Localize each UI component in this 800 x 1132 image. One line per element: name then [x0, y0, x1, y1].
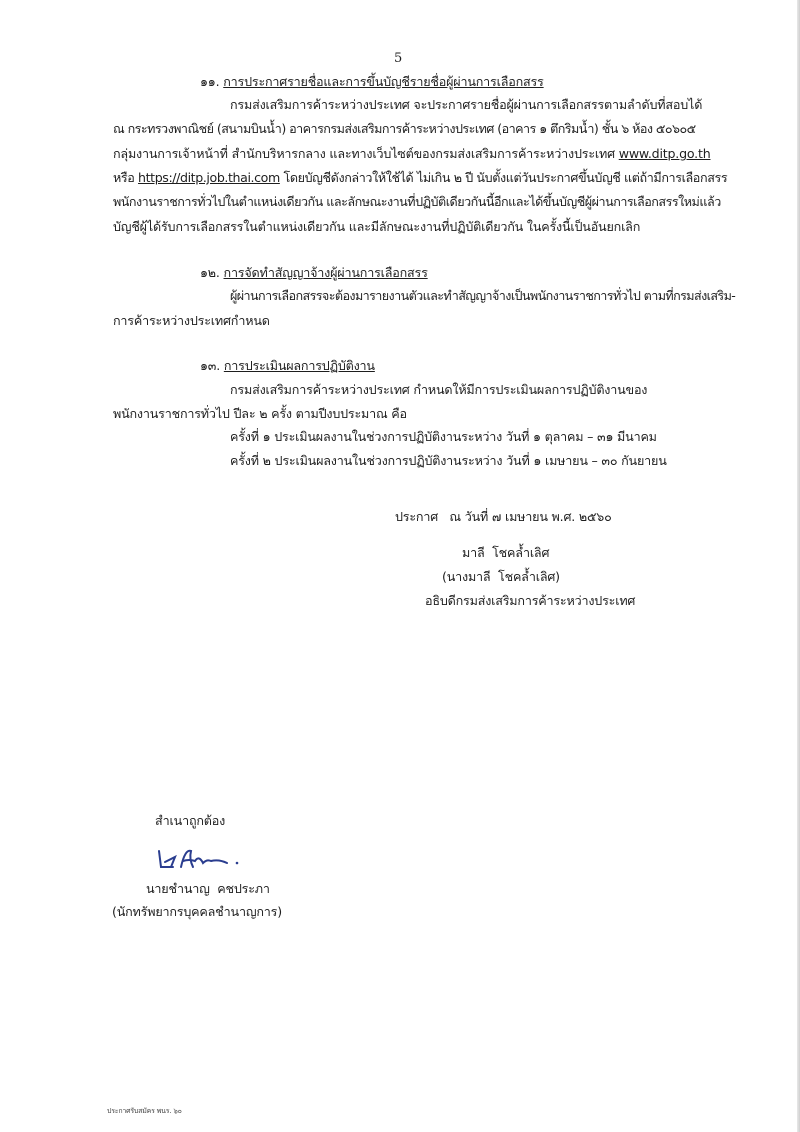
announcement-date: ประกาศ ณ วันที่ ๗ เมษายน พ.ศ. ๒๕๖๐ [395, 509, 612, 524]
section-13-line-2: พนักงานราชการทั่วไป ปีละ ๒ ครั้ง ตามปีงบประมาณ คือ [113, 406, 407, 421]
section-11-line-1: กรมส่งเสริมการค้าระหว่างประเทศ จะประกาศรายชื่อผู้ผ่านการเลือกสรรตามลำดับที่สอบได้ [230, 97, 703, 112]
section-11-title: การประกาศรายชื่อและการขึ้นบัญชีรายชื่อผู้ผ่านการเลือกสรร [223, 74, 544, 89]
page-number: 5 [394, 51, 403, 66]
section-13-number: ๑๓. [200, 358, 221, 373]
evaluation-round-1: ครั้งที่ ๑ ประเมินผลงานในช่วงการปฏิบัติงานระหว่าง วันที่ ๑ ตุลาคม – ๓๑ มีนาคม [230, 429, 657, 444]
section-11-heading [200, 73, 544, 91]
job-site-link[interactable]: https://ditp.job.thai.com [138, 170, 280, 185]
section-13-heading [200, 357, 375, 375]
certifier-position: (นักทรัพยากรบุคคลชำนาญการ) [112, 904, 282, 919]
signature-icon [155, 845, 245, 873]
section-13-title: การประเมินผลการปฏิบัติงาน [223, 358, 375, 373]
section-11-line-2: ณ กระทรวงพาณิชย์ (สนามบินน้ำ) อาคารกรมส่งเสริมการค้าระหว่างประเทศ (อาคาร ๑ ตึกริมน้ำ) ชั้น ๖ ห้อง ๕๐๖๐๕ [113, 121, 696, 136]
section-12-title: การจัดทำสัญญาจ้างผู้ผ่านการเลือกสรร [223, 265, 428, 280]
signer-position: อธิบดีกรมส่งเสริมการค้าระหว่างประเทศ [425, 593, 636, 608]
section-11-line-6: บัญชีผู้ได้รับการเลือกสรรในตำแหน่งเดียวกัน และมีลักษณะงานที่ปฏิบัติเดียวกัน ในครั้งนี้เป็นอันยกเลิก [113, 219, 641, 234]
line-4-prefix: หรือ [113, 170, 135, 185]
section-12-heading [200, 264, 428, 282]
section-12-line-1: ผู้ผ่านการเลือกสรรจะต้องมารายงานตัวและทำสัญญาจ้างเป็นพนักงานราชการทั่วไป ตามที่กรมส่งเสริม- [230, 288, 736, 303]
section-12-number: ๑๒. [200, 265, 220, 280]
line-4-suffix: โดยบัญชีดังกล่าวให้ใช้ได้ ไม่เกิน ๒ ปี นับตั้งแต่วันประกาศขึ้นบัญชี แต่ถ้ามีการเลือกสรร [283, 170, 728, 185]
section-11-line-5: พนักงานราชการทั่วไปในตำแหน่งเดียวกัน และลักษณะงานที่ปฏิบัติเดียวกันนี้อีกและได้ขึ้นบัญชีผู้ผ่านการเลือกสรรใหม่แล้ว [113, 194, 721, 209]
signer-name: มาลี โชคล้ำเลิศ [462, 545, 550, 560]
section-12-line-2: การค้าระหว่างประเทศกำหนด [113, 313, 270, 328]
section-11-line-4 [113, 169, 727, 187]
handwritten-signature [155, 845, 245, 873]
evaluation-round-2: ครั้งที่ ๒ ประเมินผลงานในช่วงการปฏิบัติงานระหว่าง วันที่ ๑ เมษายน – ๓๐ กันยายน [230, 453, 667, 468]
certified-copy-label: สำเนาถูกต้อง [155, 813, 226, 828]
signer-full-name: (นางมาลี โชคล้ำเลิศ) [442, 569, 560, 584]
section-13-line-1: กรมส่งเสริมการค้าระหว่างประเทศ กำหนดให้มีการประเมินผลการปฏิบัติงานของ [230, 382, 648, 397]
website-link[interactable]: www.ditp.go.th [618, 146, 711, 161]
section-11-line-3-text: กลุ่มงานการเจ้าหน้าที่ สำนักบริหารกลาง และทางเว็บไซต์ของกรมส่งเสริมการค้าระหว่างประเทศ [113, 146, 615, 161]
section-11-number: ๑๑. [200, 74, 220, 89]
footer-note: ประกาศรับสมัคร พนร. ๖๐ [107, 1107, 182, 1115]
section-11-line-3 [113, 145, 711, 163]
certifier-name: นายชำนาญ คชประภา [146, 881, 270, 896]
